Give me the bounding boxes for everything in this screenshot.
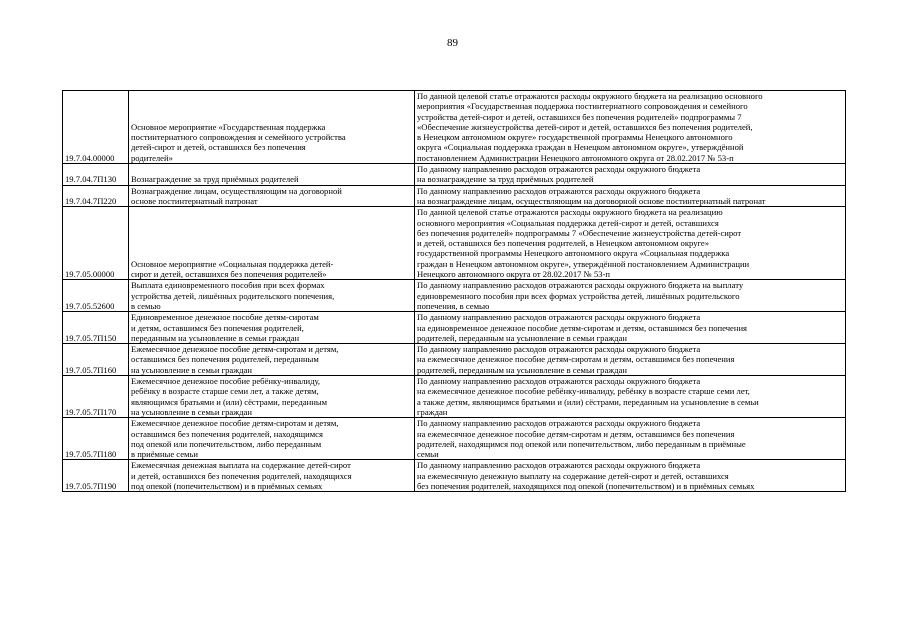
row-name: Ежемесячное денежное пособие детям-сиротам и детям, оставшимся без попечения родителей, находящимся под опекой или попечительством, либо переданным в приёмные семьи — [129, 418, 415, 460]
row-code: 19.7.05.7П160 — [63, 344, 129, 376]
table-row — [63, 91, 846, 164]
table-row — [63, 207, 846, 280]
row-description: По данному направлению расходов отражаются расходы окружного бюджета на ежемесячное денежное пособие ребёнку-инвалиду, ребёнку в возрасте старше семи лет, а также детям, являющимся братьями и (или) сёстрами, переданным на усыновление в семьи граждан — [415, 376, 846, 418]
row-description: По данному направлению расходов отражаются расходы окружного бюджета на ежемесячную денежную выплату на содержание детей-сирот и детей, оставшихся без попечения родителей, находящихся под опекой (попечительством) и в приёмных семьях — [415, 460, 846, 492]
row-code: 19.7.05.7П150 — [63, 312, 129, 344]
row-description: По данному направлению расходов отражаются расходы окружного бюджета на ежемесячное денежное пособие детям-сиротам и детям, оставшимся без попечения родителей, находящимся под опекой или попечительством, либо переданным в приёмные семьи — [415, 418, 846, 460]
table-row — [63, 185, 846, 207]
table-row — [63, 164, 846, 186]
table-row — [63, 344, 846, 376]
table-body — [63, 91, 846, 492]
row-description: По данному направлению расходов отражаются расходы окружного бюджета на выплату единовременного пособия при всех формах устройства детей, лишённых родительского попечения, в семью — [415, 280, 846, 312]
row-code: 19.7.05.52600 — [63, 280, 129, 312]
row-name: Единовременное денежное пособие детям-сиротам и детям, оставшимся без попечения родителей, переданным на усыновление в семьи граждан — [129, 312, 415, 344]
row-name: Основное мероприятие «Социальная поддержка детей- сирот и детей, оставшихся без попечения родителей» — [129, 207, 415, 280]
row-name: Вознаграждение за труд приёмных родителей — [129, 164, 415, 186]
row-description: По данному направлению расходов отражаются расходы окружного бюджета на вознаграждение лицам, осуществляющим на договорной основе постинтернатный патронат — [415, 185, 846, 207]
row-name: Основное мероприятие «Государственная поддержка постинтернатного сопровождения и семейного устройства детей-сирот и детей, оставшихся без попечения родителей» — [129, 91, 415, 164]
row-code: 19.7.05.00000 — [63, 207, 129, 280]
row-description: По данной целевой статье отражаются расходы окружного бюджета на реализацию основного мероприятия «Социальная поддержка детей-сирот и детей, оставшихся без попечения родителей» подпрограммы 7 «Обеспечение жизнеустройства детей-сирот и детей, оставшихся без попечения родителей, в Ненецком автономном округе» государственной программы Ненецкого автономного округа «Социальная поддержка граждан в Ненецком автономном округе», утверждённой постановлением Администрации Ненецкого автономного округа от 28.02.2017 № 53-п — [415, 207, 846, 280]
table-row — [63, 312, 846, 344]
row-code: 19.7.05.7П190 — [63, 460, 129, 492]
row-name: Ежемесячная денежная выплата на содержание детей-сирот и детей, оставшихся без попечения родителей, находящихся под опекой (попечительством) и в приёмных семьях — [129, 460, 415, 492]
table-row — [63, 418, 846, 460]
row-code: 19.7.04.00000 — [63, 91, 129, 164]
row-name: Вознаграждение лицам, осуществляющим на договорной основе постинтернатный патронат — [129, 185, 415, 207]
row-description: По данному направлению расходов отражаются расходы окружного бюджета на единовременное денежное пособие детям-сиротам и детям, оставшимся без попечения родителей, переданным на усыновление в семьи граждан — [415, 312, 846, 344]
row-code: 19.7.04.7П130 — [63, 164, 129, 186]
row-name: Ежемесячное денежное пособие детям-сиротам и детям, оставшимся без попечения родителей, переданным на усыновление в семьи граждан — [129, 344, 415, 376]
table-row — [63, 376, 846, 418]
row-code: 19.7.05.7П170 — [63, 376, 129, 418]
row-name: Выплата единовременного пособия при всех формах устройства детей, лишённых родительского попечения, в семью — [129, 280, 415, 312]
row-description: По данной целевой статье отражаются расходы окружного бюджета на реализацию основного мероприятия «Государственная поддержка постинтернатного сопровождения и семейного устройства детей-сирот и детей, оставшихся без попечения родителей» подпрограммы 7 «Обеспечение жизнеустройства детей-сирот и детей, оставшихся без попечения родителей, в Ненецком автономном округе» государственной программы Ненецкого автономного округа «Социальная поддержка граждан в Ненецком автономном округе», утверждённой постановлением Администрации Ненецкого автономного округа от 28.02.2017 № 53-п — [415, 91, 846, 164]
row-code: 19.7.04.7П220 — [63, 185, 129, 207]
row-description: По данному направлению расходов отражаются расходы окружного бюджета на вознаграждение за труд приёмных родителей — [415, 164, 846, 186]
table-row — [63, 280, 846, 312]
row-name: Ежемесячное денежное пособие ребёнку-инвалиду, ребёнку в возрасте старше семи лет, а также детям, являющимся братьями и (или) сёстрами, переданным на усыновление в семьи граждан — [129, 376, 415, 418]
row-description: По данному направлению расходов отражаются расходы окружного бюджета на ежемесячное денежное пособие детям-сиротам и детям, оставшимся без попечения родителей, переданным на усыновление в семьи граждан — [415, 344, 846, 376]
table-row — [63, 460, 846, 492]
budget-classification-table — [62, 90, 846, 492]
row-code: 19.7.05.7П180 — [63, 418, 129, 460]
page-number: 89 — [447, 37, 458, 49]
